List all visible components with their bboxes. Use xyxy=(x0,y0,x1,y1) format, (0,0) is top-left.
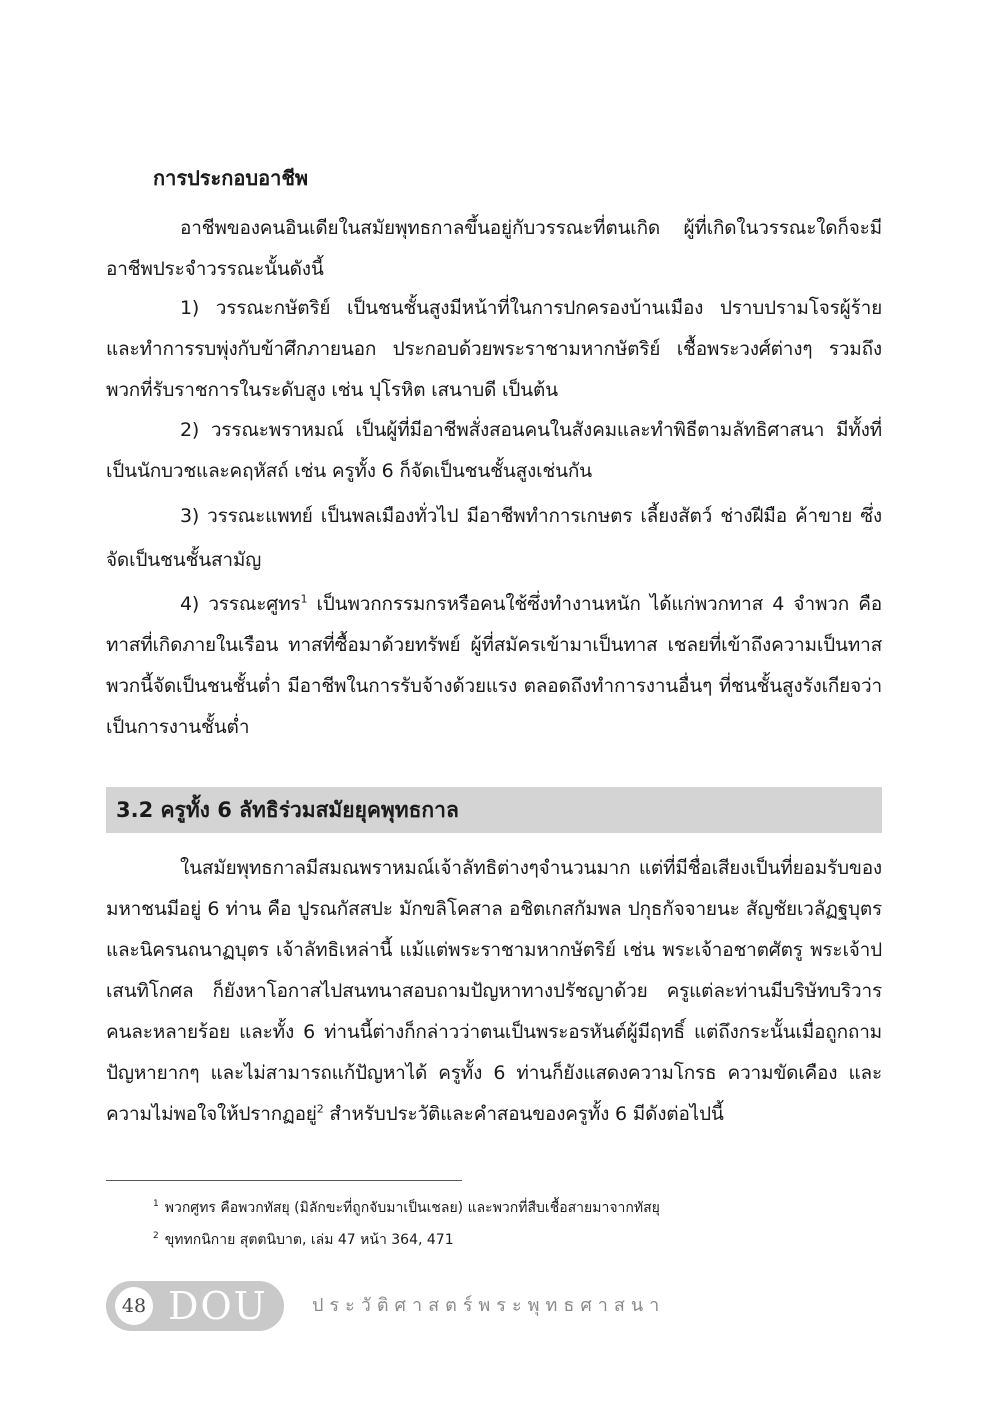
book-title: ประวัติศาสตร์พระพุทธศาสนา xyxy=(312,1295,666,1316)
footnote-1-number: 1 xyxy=(153,1199,159,1210)
footnote-2-text: ขุททกนิกาย สุตตนิบาต, เล่ม 47 หน้า 364, 471 xyxy=(164,1232,454,1248)
section-body xyxy=(106,848,882,1135)
varna-item-4 xyxy=(106,584,882,748)
section-header-bar xyxy=(106,787,882,833)
occupation-intro: อาชีพของคนอินเดียในสมัยพุทธกาลขึ้นอยู่กับวรรณะที่ตนเกิด ผู้ที่เกิดในวรรณะใดก็จะมีอาชีพประจำวรรณะนั้นดังนี้ xyxy=(106,217,882,280)
varna-item-1: 1) วรรณะกษัตริย์ เป็นชนชั้นสูงมีหน้าที่ในการปกครองบ้านเมือง ปราบปรามโจรผู้ร้ายและทำการรบพุ่งกับข้าศึกภายนอก ประกอบด้วยพระราชามหากษัตริย์ เชื้อพระวงศ์ต่างๆ รวมถึงพวกที่รับราชการในระดับสูง เช่น ปุโรหิต เสนาบดี เป็นต้น xyxy=(106,297,882,401)
page-number: 48 xyxy=(115,1287,153,1325)
footnote-2 xyxy=(153,1229,454,1251)
dou-logo: DOU xyxy=(168,1284,268,1328)
varna-item-2: 2) วรรณะพราหมณ์ เป็นผู้ที่มีอาชีพสั่งสอนคนในสังคมและทำพิธีตามลัทธิศาสนา มีทั้งที่เป็นนักบวชและคฤหัสถ์ เช่น ครูทั้ง 6 ก็จัดเป็นชนชั้นสูงเช่นกัน xyxy=(106,419,882,482)
occupation-heading: การประกอบอาชีพ xyxy=(153,166,309,190)
footnote-ref-2[interactable]: 2 xyxy=(316,1102,324,1116)
varna-item-3: 3) วรรณะแพทย์ เป็นพลเมืองทั่วไป มีอาชีพทำการเกษตร เลี้ยงสัตว์ ช่างฝีมือ ค้าขาย ซึ่งจัดเป็นชนชั้นสามัญ xyxy=(106,505,882,571)
footnote-1 xyxy=(153,1197,660,1219)
varna-item-4-rest: เป็นพวกกรรมกรหรือคนใช้ซึ่งทำงานหนัก ได้แก่พวกทาส 4 จำพวก คือ ทาสที่เกิดภายในเรือน ทาสที่ซื้อมาด้วยทรัพย์ ผู้ที่สมัครเข้ามาเป็นทาส เชลยที่เข้าถึงความเป็นทาส พวกนี้จัดเป็นชนชั้นต่ำ มีอาชีพในการรับจ้างด้วยแรง ตลอดถึงทำการงานอื่นๆ ที่ชนชั้นสูงรังเกียจว่าเป็นการงานชั้นต่ำ xyxy=(106,593,882,738)
footer-badge xyxy=(106,1281,284,1331)
footnote-ref-1[interactable]: 1 xyxy=(300,592,308,606)
varna-item-4-start: 4) วรรณะศูทร xyxy=(180,593,301,615)
footnote-2-number: 2 xyxy=(153,1231,159,1242)
section-body-end: สำหรับประวัติและคำสอนของครูทั้ง 6 มีดังต่อไปนี้ xyxy=(323,1103,724,1125)
footnote-divider xyxy=(106,1180,462,1181)
footnote-1-text: พวกศูทร คือพวกทัสยุ (มิลักขะที่ถูกจับมาเป็นเชลย) และพวกที่สืบเชื้อสายมาจากทัสยุ xyxy=(164,1200,660,1216)
section-title: 3.2 ครูทั้ง 6 ลัทธิร่วมสมัยยุคพุทธกาล xyxy=(116,797,459,822)
section-body-start: ในสมัยพุทธกาลมีสมณพราหมณ์เจ้าลัทธิต่างๆจำนวนมาก แต่ที่มีชื่อเสียงเป็นที่ยอมรับของมหาชนมีอยู่ 6 ท่าน คือ ปูรณกัสสปะ มักขลิโคสาล อชิตเกสกัมพล ปกุธกัจจายนะ สัญชัยเวลัฏฐบุตร และนิครนถนาฏบุตร เจ้าลัทธิเหล่านี้ แม้แต่พระราชามหากษัตริย์ เช่น พระเจ้าอชาตศัตรู พระเจ้าปเสนทิโกศล ก็ยังหาโอกาสไปสนทนาสอบถามปัญหาทางปรัชญาด้วย ครูแต่ละท่านมีบริษัทบริวารคนละหลายร้อย และทั้ง 6 ท่านนี้ต่างก็กล่าวว่าตนเป็นพระอรหันต์ผู้มีฤทธิ์ แต่ถึงกระนั้นเมื่อถูกถามปัญหายากๆ และไม่สามารถแก้ปัญหาได้ ครูทั้ง 6 ท่านก็ยังแสดงความโกรธ ความขัดเคือง และความไม่พอใจให้ปรากฏอยู่ xyxy=(106,857,882,1125)
